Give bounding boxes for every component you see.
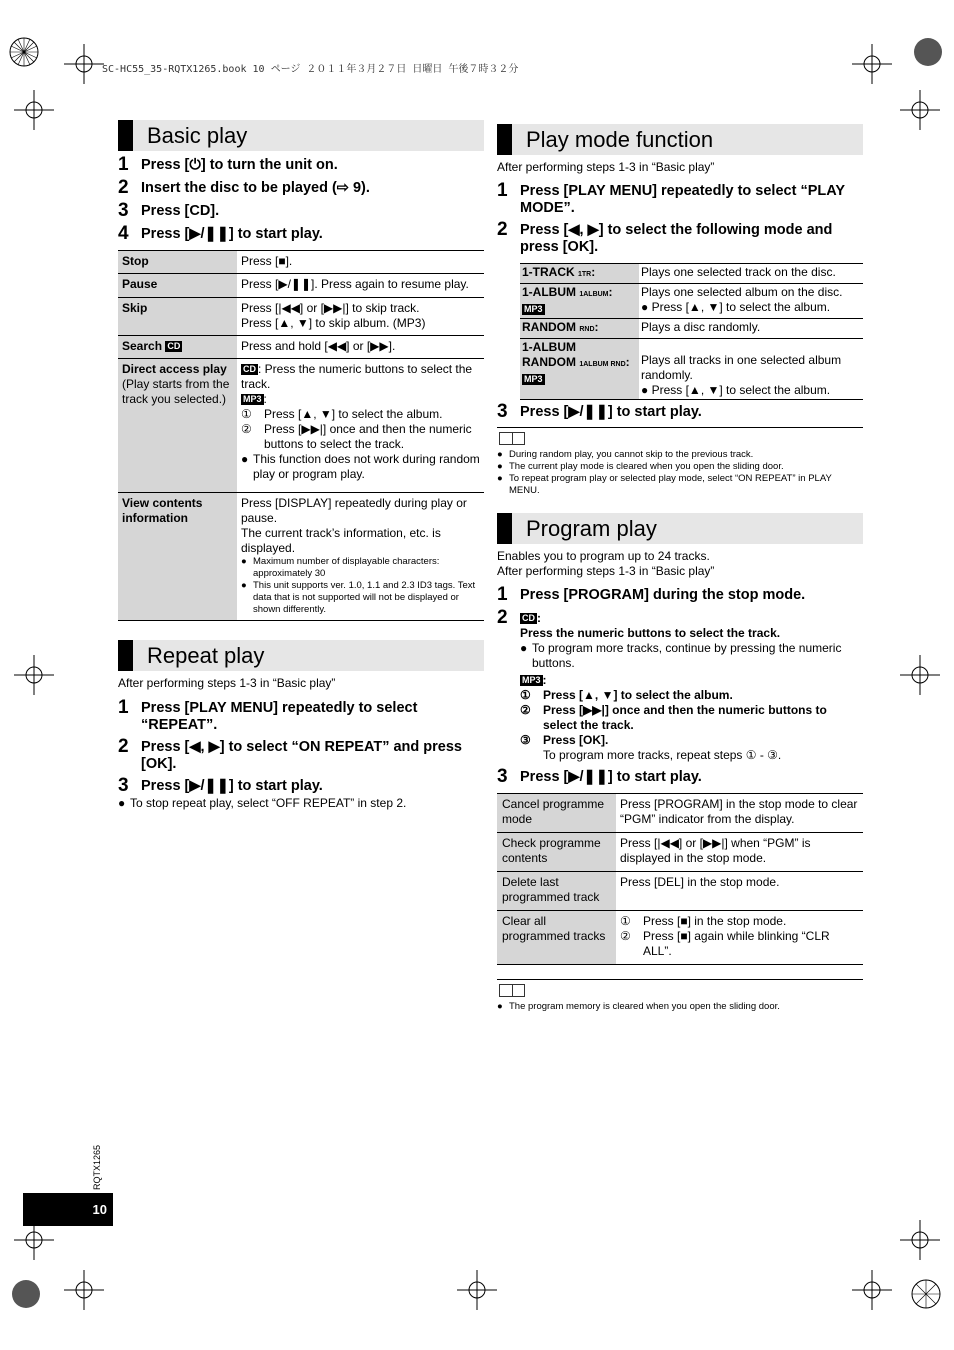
mode-note: Press [▲, ▼] to select the album.: [651, 300, 831, 314]
program-step-2: 2 CD : Press the numeric buttons to select the track. ● To program more tracks, continue by pressing the numeric buttons. MP3 : ① Press [▲, ▼] to select the album. ② Press [▶▶|] once and then the numeric buttons to select the track. ③ Press [OK]. To program more tracks, repeat steps ① - ③.: [497, 608, 863, 763]
row-key: [118, 359, 237, 493]
step-text: Press [▶/❚❚] to start play.: [520, 404, 702, 420]
repeat-step-2: [118, 737, 484, 773]
bullet-icon: ●: [118, 796, 126, 810]
basic-play-table: [118, 250, 484, 621]
row-value: Plays one selected track on the disc.: [639, 264, 863, 284]
circled-2: ②: [241, 422, 252, 436]
document-code: RQTX1265: [92, 1144, 102, 1190]
step-number: 3: [497, 401, 508, 422]
bullet-icon: ●: [641, 383, 649, 397]
table-row: [118, 493, 484, 621]
bullet-icon: ●: [241, 580, 247, 591]
step-number: 2: [118, 736, 129, 757]
repeat-play-heading: [118, 640, 484, 671]
mode-name: 1-ALBUM: [522, 285, 576, 299]
row-key: [118, 336, 237, 359]
mode-name: 1-TRACK: [522, 265, 575, 279]
direct-mp3-text: :: [263, 392, 267, 406]
step-number: 1: [118, 697, 129, 718]
row-key: Pause: [118, 274, 237, 298]
step-number: 3: [497, 766, 508, 787]
clear-step-1: Press [■] in the stop mode.: [643, 914, 787, 928]
list-item: [241, 580, 480, 616]
table-row: [118, 336, 484, 359]
step-text: Press [◀, ▶] to select the following mode and press [OK].: [520, 222, 833, 255]
crosshair-icon: [14, 90, 54, 130]
program-cd-step: Press the numeric buttons to select the track.: [520, 626, 781, 640]
bullet-icon: ●: [497, 1001, 503, 1012]
play-mode-table: [520, 263, 863, 400]
mp3-badge: MP3: [522, 675, 541, 685]
playmode-step-3: [497, 402, 863, 422]
row-key: Delete last programmed track: [497, 872, 616, 911]
direct-access-sub: (Play starts from the track you selected.): [122, 377, 230, 406]
table-row: [118, 251, 484, 274]
circled-1: ①: [620, 914, 631, 928]
table-row: [520, 284, 863, 319]
list-item: [241, 422, 480, 452]
row-key: Stop: [118, 251, 237, 274]
row-value: [237, 493, 484, 621]
step-text: Press [▶/❚❚] to start play.: [520, 769, 702, 785]
registration-mark-icon: [4, 32, 44, 72]
circled-1: ①: [241, 407, 252, 421]
book-header-line: SC-HC55_35-RQTX1265.book 10 ページ ２０１１年３月２７日 日曜日 午後７時３２分: [102, 64, 519, 75]
mode-name: RANDOM: [522, 320, 576, 334]
step-text: Press [CD].: [141, 203, 220, 219]
list-item: [241, 452, 480, 488]
row-key: Clear all programmed tracks: [497, 911, 616, 965]
circled-1: ①: [520, 688, 531, 702]
note-book-icon: [499, 432, 525, 445]
program-step-1: [497, 585, 863, 605]
crosshair-icon: [900, 1220, 940, 1260]
playmode-step-2: [497, 220, 863, 256]
heading-bar: [118, 640, 133, 671]
basic-play-heading: [118, 120, 484, 151]
table-row: [118, 359, 484, 493]
step-text: Press [PLAY MENU] repeatedly to select “PLAY MODE”.: [520, 183, 845, 216]
cd-badge: CD: [243, 364, 256, 374]
row-key: Skip: [118, 298, 237, 336]
table-row: [520, 339, 863, 400]
list-item: [497, 461, 863, 473]
registration-mark-icon: [906, 1274, 946, 1314]
bullet-icon: ●: [497, 461, 503, 472]
step-text: Press [▶/❚❚] to start play.: [141, 226, 323, 242]
row-value: Press [|◀◀] or [▶▶|] when “PGM” is displayed in the stop mode.: [616, 833, 863, 872]
list-item: [497, 473, 863, 497]
skip-track-text: Press [|◀◀] or [▶▶|] to skip track.: [241, 301, 420, 315]
table-row: [497, 872, 863, 911]
mode-name: 1-ALBUM: [522, 340, 576, 354]
search-key: Search: [122, 339, 163, 353]
program-step-3: [497, 767, 863, 787]
step-number: 1: [118, 154, 129, 175]
table-row: [520, 264, 863, 284]
skip-album-text: Press [▲, ▼] to skip album. (MP3): [241, 316, 426, 330]
program-play-heading: [497, 513, 863, 544]
bullet-icon: ●: [641, 300, 649, 314]
list-item: [497, 449, 863, 461]
crosshair-icon: [852, 44, 892, 84]
program-mp3-step-1: Press [▲, ▼] to select the album.: [543, 688, 733, 702]
list-item: [520, 703, 863, 733]
program-note: [497, 1001, 863, 1013]
crosshair-icon: [457, 1270, 497, 1310]
bullet-icon: ●: [497, 473, 503, 484]
row-value: Press and hold [◀◀] or [▶▶].: [237, 336, 484, 359]
row-value: [237, 298, 484, 336]
row-value: [616, 911, 863, 965]
step-number: 2: [497, 219, 508, 240]
bullet-icon: ●: [241, 556, 247, 567]
page-number: 10: [23, 1193, 113, 1226]
row-value: [237, 359, 484, 493]
program-mp3-note: To program more tracks, repeat steps ① - ③.: [543, 748, 782, 762]
basic-play-title: Basic play: [147, 122, 248, 148]
mode-note: Press [▲, ▼] to select the album.: [651, 383, 831, 397]
mode-desc: Plays one selected album on the disc.: [641, 285, 843, 299]
step-text: Press [▶/❚❚] to start play.: [141, 778, 323, 794]
step-number: 4: [118, 223, 129, 244]
direct-cd-text: : Press the numeric buttons to select the track.: [241, 362, 473, 391]
step-text: Press [◀, ▶] to select “ON REPEAT” and press [OK].: [141, 739, 462, 772]
row-value: Press [■].: [237, 251, 484, 274]
crosshair-icon: [852, 1270, 892, 1310]
circled-3: ③: [520, 733, 531, 747]
list-item: [520, 641, 863, 671]
mp3-badge: MP3: [243, 394, 262, 404]
list-item: [241, 407, 480, 422]
repeat-step-3: [118, 776, 484, 796]
row-value: Press [DEL] in the stop mode.: [616, 872, 863, 911]
registration-mark-icon: [6, 1274, 46, 1314]
repeat-play-title: Repeat play: [147, 642, 265, 668]
bullet-icon: ●: [241, 452, 249, 466]
row-value: Press [▶/❚❚]. Press again to resume play.: [237, 274, 484, 298]
table-row: [497, 833, 863, 872]
basic-step-2: [118, 178, 484, 198]
step-number: 1: [497, 180, 508, 201]
note-text: To repeat program play or selected play mode, select “ON REPEAT” in PLAY MENU.: [509, 473, 832, 496]
repeat-step-1: [118, 698, 484, 734]
step-number: 3: [118, 200, 129, 221]
bullet-icon: ●: [520, 641, 528, 655]
program-intro-2: After performing steps 1-3 in “Basic play”: [497, 564, 715, 578]
crosshair-icon: [14, 1220, 54, 1260]
crosshair-icon: [900, 90, 940, 130]
left-column: [118, 120, 484, 810]
list-item: [520, 733, 863, 748]
repeat-note: [118, 796, 484, 810]
view-note-1: Maximum number of displayable characters: approximately 30: [253, 556, 440, 579]
play-mode-title: Play mode function: [526, 126, 714, 152]
direct-step-1: Press [▲, ▼] to select the album.: [264, 407, 443, 421]
list-item: [520, 688, 863, 703]
repeat-intro: After performing steps 1-3 in “Basic play”: [118, 676, 336, 690]
step-number: 2: [118, 177, 129, 198]
step-number: 2: [497, 607, 508, 628]
row-key: 1-ALBUM RANDOM 1ALBUM RND: MP3: [520, 339, 639, 400]
step-text: Press [PROGRAM] during the stop mode.: [520, 587, 806, 603]
row-key: 1-ALBUM 1ALBUM: MP3: [520, 284, 639, 319]
step-text: Press [⏻] to turn the unit on.: [141, 157, 338, 173]
circled-2: ②: [520, 703, 531, 717]
cd-badge: CD: [167, 341, 181, 351]
table-row: [520, 319, 863, 339]
note-text: The current play mode is cleared when you open the sliding door.: [509, 461, 784, 472]
note-book-icon: [499, 984, 525, 997]
registration-mark-icon: [908, 32, 948, 72]
playmode-step-1: [497, 181, 863, 217]
cd-badge: CD: [522, 613, 535, 623]
program-mp3-step-3: Press [OK].: [543, 733, 609, 747]
mode-indicator: 1TR: [578, 271, 592, 278]
play-mode-heading: [497, 124, 863, 155]
repeat-note-text: To stop repeat play, select “OFF REPEAT” in step 2.: [130, 796, 407, 810]
program-play-title: Program play: [526, 515, 657, 541]
row-value: [639, 284, 863, 319]
row-key: View contents information: [118, 493, 237, 621]
view-text-1: Press [DISPLAY] repeatedly during play or pause.: [241, 496, 467, 525]
basic-step-1: [118, 155, 484, 175]
mode-indicator: RND: [579, 326, 595, 333]
direct-access-key: Direct access play: [122, 362, 227, 376]
play-mode-notes: [497, 449, 863, 497]
crosshair-icon: [900, 655, 940, 695]
mp3-badge: MP3: [524, 374, 543, 384]
mode-desc: Plays all tracks in one selected album randomly.: [641, 353, 842, 382]
mode-indicator: 1ALBUM: [579, 291, 609, 298]
circled-2: ②: [620, 929, 631, 943]
program-table: [497, 793, 863, 965]
step-text: Insert the disc to be played (⇨ 9).: [141, 180, 370, 196]
row-key: Check programme contents: [497, 833, 616, 872]
crosshair-icon: [64, 1270, 104, 1310]
play-mode-intro: After performing steps 1-3 in “Basic play”: [497, 160, 715, 174]
note-text: During random play, you cannot skip to the previous track.: [509, 449, 754, 460]
row-key: 1-TRACK 1TR:: [520, 264, 639, 284]
right-column: [497, 124, 863, 1013]
heading-bar: [497, 124, 512, 155]
note-text: The program memory is cleared when you open the sliding door.: [509, 1001, 780, 1012]
row-key: RANDOM RND:: [520, 319, 639, 339]
heading-bar: [118, 120, 133, 151]
basic-step-4: [118, 224, 484, 244]
program-intro-1: Enables you to program up to 24 tracks.: [497, 549, 710, 563]
bullet-icon: ●: [497, 449, 503, 460]
row-key: Cancel programme mode: [497, 794, 616, 833]
program-intro: [497, 549, 863, 579]
step-number: 3: [118, 775, 129, 796]
list-item: [620, 914, 859, 929]
mode-indicator: 1ALBUM RND: [579, 361, 626, 368]
basic-step-3: [118, 201, 484, 221]
view-note-2: This unit supports ver. 1.0, 1.1 and 2.3 ID3 tags. Text data that is not supported will not be displayed or shown differently.: [253, 580, 476, 615]
table-row: [497, 911, 863, 965]
mp3-badge: MP3: [524, 304, 543, 314]
program-mp3-step-2: Press [▶▶|] once and then the numeric buttons to select the track.: [543, 703, 827, 732]
clear-step-2: Press [■] again while blinking “CLR ALL”.: [643, 929, 830, 958]
table-row: [118, 274, 484, 298]
list-item: [241, 556, 480, 580]
view-text-2: The current track’s information, etc. is displayed.: [241, 526, 441, 555]
row-value: Plays a disc randomly.: [639, 319, 863, 339]
table-row: [497, 794, 863, 833]
table-row: [118, 298, 484, 336]
row-value: [639, 339, 863, 400]
direct-note: This function does not work during random play or program play.: [253, 452, 480, 481]
direct-step-2: Press [▶▶|] once and then the numeric buttons to select the track.: [264, 422, 472, 451]
row-value: Press [PROGRAM] in the stop mode to clear “PGM” indicator from the display.: [616, 794, 863, 833]
list-item: [620, 929, 859, 959]
program-cd-note: To program more tracks, continue by pressing the numeric buttons.: [532, 641, 842, 670]
crosshair-icon: [14, 655, 54, 695]
step-number: 1: [497, 584, 508, 605]
step-text: Press [PLAY MENU] repeatedly to select “REPEAT”.: [141, 700, 418, 733]
mode-name-2: RANDOM: [522, 355, 576, 369]
heading-bar: [497, 513, 512, 544]
crosshair-icon: [64, 44, 104, 84]
